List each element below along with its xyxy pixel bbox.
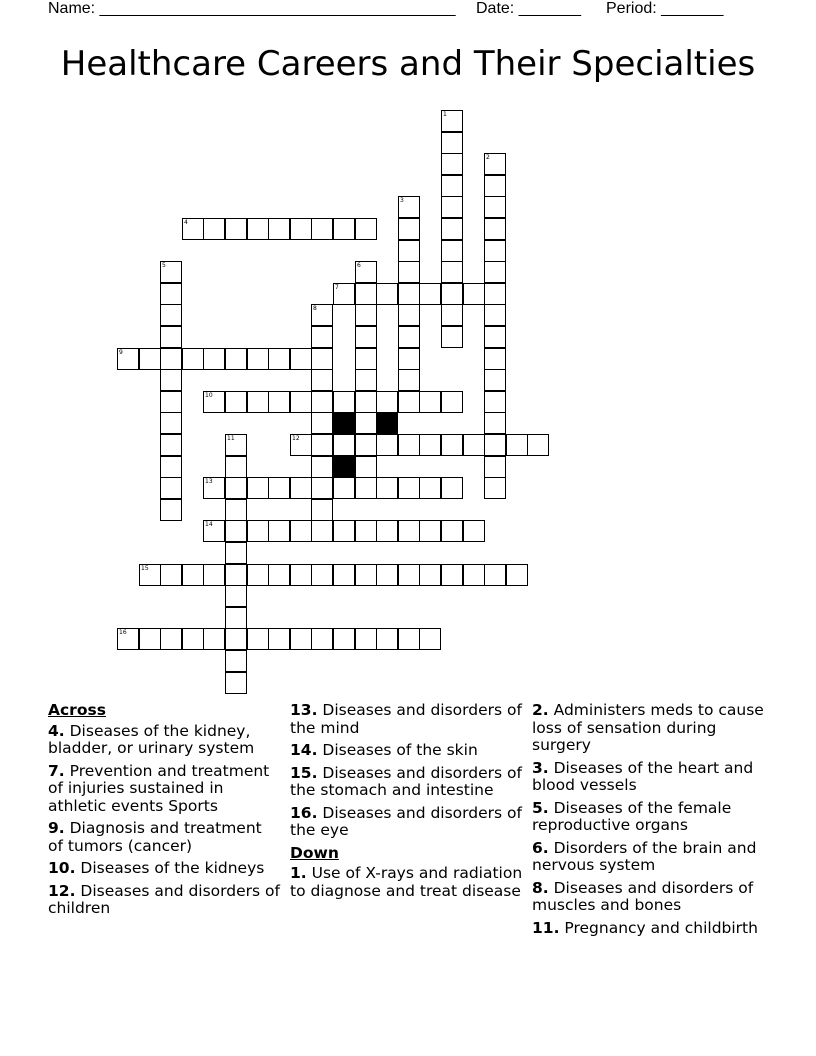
clue-number-12: 12 — [292, 435, 300, 442]
grid-cell[interactable] — [484, 196, 506, 218]
grid-cell[interactable] — [419, 477, 441, 499]
clue-number-6: 6 — [357, 262, 361, 269]
grid-cell[interactable] — [506, 434, 528, 456]
clue-number-7: 7 — [335, 284, 339, 291]
clue-across-16: 16. Diseases and disorders of the eye — [290, 803, 522, 839]
grid-cell[interactable] — [247, 520, 269, 542]
grid-cell[interactable] — [290, 520, 312, 542]
grid-cell[interactable] — [398, 326, 420, 348]
grid-cell[interactable] — [160, 434, 182, 456]
grid-cell[interactable] — [225, 391, 247, 413]
clue-across-13: 13. Diseases and disorders of the mind — [290, 701, 522, 737]
grid-cell[interactable] — [376, 628, 398, 650]
grid-cell[interactable] — [355, 412, 377, 434]
grid-cell[interactable] — [376, 434, 398, 456]
grid-cell[interactable] — [203, 218, 225, 240]
clue-down-1: 1. Use of X-rays and radiation to diagnose and treat disease — [290, 864, 523, 900]
grid-cell[interactable] — [376, 283, 398, 305]
clue-number-11: 11 — [227, 435, 235, 442]
clue-down-5: 5. Diseases of the female reproductive organs — [532, 798, 732, 834]
grid-cell[interactable] — [203, 564, 225, 586]
grid-cell[interactable] — [484, 412, 506, 434]
grid-cell[interactable] — [311, 499, 333, 521]
grid-cell[interactable] — [333, 564, 355, 586]
grid-cell[interactable] — [506, 564, 528, 586]
clue-number-13: 13 — [205, 478, 213, 485]
clue-down-8: 8. Diseases and disorders of muscles and bones — [532, 878, 754, 914]
grid-cell[interactable] — [398, 628, 420, 650]
period-field[interactable]: Period: _______ — [606, 0, 724, 17]
clue-down-2: 2. Administers meds to cause loss of sensation during surgery — [532, 701, 764, 754]
grid-cell[interactable] — [398, 218, 420, 240]
grid-cell[interactable] — [333, 520, 355, 542]
grid-cell[interactable] — [441, 153, 463, 175]
grid-cell[interactable] — [463, 564, 485, 586]
grid-cell[interactable] — [268, 348, 290, 370]
grid-cell[interactable] — [160, 348, 182, 370]
grid-cell[interactable] — [398, 283, 420, 305]
down-heading: Down — [290, 843, 339, 862]
clue-down-3: 3. Diseases of the heart and blood vessels — [532, 758, 754, 794]
grid-cell[interactable] — [311, 348, 333, 370]
grid-cell[interactable] — [419, 628, 441, 650]
grid-cell[interactable] — [268, 564, 290, 586]
grid-cell[interactable] — [398, 261, 420, 283]
grid-cell[interactable] — [268, 391, 290, 413]
grid-cell[interactable] — [225, 542, 247, 564]
clue-number-1: 1 — [443, 111, 447, 118]
grid-cell[interactable] — [139, 628, 161, 650]
grid-cell[interactable] — [355, 348, 377, 370]
grid-cell[interactable] — [484, 261, 506, 283]
grid-cell[interactable] — [484, 477, 506, 499]
grid-cell[interactable] — [160, 456, 182, 478]
grid-cell[interactable] — [311, 218, 333, 240]
grid-cell[interactable] — [268, 218, 290, 240]
grid-cell[interactable] — [225, 348, 247, 370]
grid-cell[interactable] — [484, 304, 506, 326]
grid-cell[interactable] — [311, 326, 333, 348]
grid-cell[interactable] — [225, 218, 247, 240]
grid-cell[interactable] — [355, 520, 377, 542]
grid-cell[interactable] — [398, 240, 420, 262]
grid-cell[interactable] — [311, 434, 333, 456]
grid-cell[interactable] — [419, 283, 441, 305]
grid-cell[interactable] — [441, 132, 463, 154]
grid-cell[interactable] — [247, 391, 269, 413]
clue-across-9: 9. Diagnosis and treatment of tumors (cancer) — [48, 819, 262, 855]
grid-cell[interactable] — [225, 650, 247, 672]
clue-across-14: 14. Diseases of the skin — [290, 741, 478, 759]
grid-cell[interactable] — [139, 348, 161, 370]
grid-cell[interactable] — [160, 304, 182, 326]
grid-cell[interactable] — [398, 391, 420, 413]
grid-cell[interactable] — [225, 499, 247, 521]
grid-cell[interactable] — [311, 564, 333, 586]
grid-cell[interactable] — [355, 628, 377, 650]
grid-cell[interactable] — [160, 326, 182, 348]
grid-cell[interactable] — [441, 304, 463, 326]
grid-cell[interactable] — [225, 585, 247, 607]
grid-cell[interactable] — [160, 283, 182, 305]
grid-cell[interactable] — [355, 369, 377, 391]
grid-cell[interactable] — [160, 499, 182, 521]
grid-cell[interactable] — [355, 434, 377, 456]
clue-column-1 — [48, 702, 280, 923]
grid-cell[interactable] — [160, 564, 182, 586]
grid-cell[interactable] — [441, 520, 463, 542]
grid-cell[interactable] — [333, 218, 355, 240]
grid-cell[interactable] — [160, 628, 182, 650]
grid-cell[interactable] — [484, 369, 506, 391]
clue-number-4: 4 — [184, 219, 188, 226]
clue-number-16: 16 — [119, 629, 127, 636]
grid-cell[interactable] — [268, 628, 290, 650]
clue-down-6: 6. Disorders of the brain and nervous system — [532, 838, 757, 874]
grid-cell[interactable] — [247, 477, 269, 499]
grid-cell[interactable] — [333, 434, 355, 456]
grid-cell[interactable] — [355, 564, 377, 586]
grid-cell[interactable] — [463, 283, 485, 305]
clue-number-3: 3 — [400, 197, 404, 204]
clue-number-14: 14 — [205, 521, 213, 528]
clue-column-3 — [532, 702, 768, 942]
grid-cell[interactable] — [225, 672, 247, 694]
clue-across-12: 12. Diseases and disorders of children — [48, 881, 280, 917]
clue-across-15: 15. Diseases and disorders of the stomach and intestine — [290, 763, 522, 799]
grid-cell[interactable] — [355, 283, 377, 305]
grid-cell[interactable] — [441, 196, 463, 218]
grid-cell[interactable] — [311, 628, 333, 650]
grid-cell[interactable] — [290, 477, 312, 499]
date-field[interactable]: Date: _______ — [476, 0, 581, 17]
grid-cell[interactable] — [398, 348, 420, 370]
grid-cell[interactable] — [441, 564, 463, 586]
grid-cell[interactable] — [311, 412, 333, 434]
grid-cell[interactable] — [290, 218, 312, 240]
grid-cell[interactable] — [441, 261, 463, 283]
grid-cell[interactable] — [441, 175, 463, 197]
clue-across-10: 10. Diseases of the kidneys — [48, 859, 265, 877]
grid-cell[interactable] — [463, 434, 485, 456]
grid-cell[interactable] — [398, 477, 420, 499]
grid-cell[interactable] — [247, 218, 269, 240]
grid-cell[interactable] — [441, 326, 463, 348]
grid-cell[interactable] — [225, 456, 247, 478]
grid-cell[interactable] — [290, 348, 312, 370]
grid-cell[interactable] — [311, 391, 333, 413]
clue-column-2 — [290, 702, 528, 905]
grid-cell[interactable] — [160, 391, 182, 413]
grid-cell[interactable] — [441, 283, 463, 305]
grid-cell[interactable] — [225, 520, 247, 542]
clue-number-5: 5 — [162, 262, 166, 269]
grid-cell[interactable] — [376, 477, 398, 499]
grid-cell[interactable] — [355, 218, 377, 240]
grid-cell[interactable] — [290, 564, 312, 586]
grid-cell[interactable] — [441, 218, 463, 240]
grid-cell[interactable] — [182, 628, 204, 650]
grid-cell[interactable] — [441, 240, 463, 262]
grid-cell[interactable] — [398, 564, 420, 586]
grid-cell[interactable] — [484, 283, 506, 305]
grid-cell[interactable] — [311, 520, 333, 542]
grid-cell[interactable] — [419, 434, 441, 456]
grid-cell[interactable] — [398, 304, 420, 326]
grid-cell[interactable] — [376, 520, 398, 542]
grid-cell[interactable] — [376, 564, 398, 586]
clue-down-11: 11. Pregnancy and childbirth — [532, 918, 758, 937]
grid-cell[interactable] — [333, 628, 355, 650]
grid-cell[interactable] — [225, 628, 247, 650]
grid-cell[interactable] — [160, 477, 182, 499]
black-square — [333, 412, 355, 434]
grid-cell[interactable] — [268, 477, 290, 499]
grid-cell[interactable] — [419, 391, 441, 413]
grid-cell[interactable] — [484, 218, 506, 240]
grid-cell[interactable] — [203, 628, 225, 650]
grid-cell[interactable] — [247, 348, 269, 370]
grid-cell[interactable] — [484, 326, 506, 348]
grid-cell[interactable] — [484, 434, 506, 456]
grid-cell[interactable] — [311, 477, 333, 499]
grid-cell[interactable] — [160, 369, 182, 391]
name-field[interactable]: Name: ________________________________________ — [48, 0, 456, 17]
grid-cell[interactable] — [225, 607, 247, 629]
grid-cell[interactable] — [527, 434, 549, 456]
grid-cell[interactable] — [441, 477, 463, 499]
clue-number-15: 15 — [141, 565, 149, 572]
grid-cell[interactable] — [398, 369, 420, 391]
grid-cell[interactable] — [290, 391, 312, 413]
grid-cell[interactable] — [290, 628, 312, 650]
grid-cell[interactable] — [225, 477, 247, 499]
grid-cell[interactable] — [484, 240, 506, 262]
clue-number-8: 8 — [313, 305, 317, 312]
grid-cell[interactable] — [355, 326, 377, 348]
clue-number-9: 9 — [119, 349, 123, 356]
grid-cell[interactable] — [182, 564, 204, 586]
grid-cell[interactable] — [333, 391, 355, 413]
grid-cell[interactable] — [376, 391, 398, 413]
clue-across-7: 7. Prevention and treatment of injuries sustained in athletic events Sports — [48, 761, 270, 815]
grid-cell[interactable] — [484, 456, 506, 478]
grid-cell[interactable] — [268, 520, 290, 542]
grid-cell[interactable] — [484, 564, 506, 586]
grid-cell[interactable] — [355, 304, 377, 326]
black-square — [376, 412, 398, 434]
grid-cell[interactable] — [311, 369, 333, 391]
clue-across-4: 4. Diseases of the kidney, bladder, or urinary system — [48, 721, 255, 757]
clue-number-2: 2 — [486, 154, 490, 161]
grid-cell[interactable] — [160, 412, 182, 434]
grid-cell[interactable] — [484, 391, 506, 413]
clue-number-10: 10 — [205, 392, 213, 399]
grid-cell[interactable] — [355, 391, 377, 413]
grid-cell[interactable] — [419, 564, 441, 586]
grid-cell[interactable] — [419, 520, 441, 542]
black-square — [333, 456, 355, 478]
grid-cell[interactable] — [355, 477, 377, 499]
grid-cell[interactable] — [247, 628, 269, 650]
grid-cell[interactable] — [398, 520, 420, 542]
grid-cell[interactable] — [484, 348, 506, 370]
grid-cell[interactable] — [463, 520, 485, 542]
grid-cell[interactable] — [398, 434, 420, 456]
page-title: Healthcare Careers and Their Specialties — [60, 44, 756, 84]
grid-cell[interactable] — [203, 348, 225, 370]
grid-cell[interactable] — [355, 456, 377, 478]
across-heading: Across — [48, 701, 106, 719]
grid-cell[interactable] — [182, 348, 204, 370]
grid-cell[interactable] — [441, 434, 463, 456]
grid-cell[interactable] — [333, 477, 355, 499]
grid-cell[interactable] — [441, 391, 463, 413]
grid-cell[interactable] — [484, 175, 506, 197]
grid-cell[interactable] — [311, 456, 333, 478]
grid-cell[interactable] — [247, 564, 269, 586]
grid-cell[interactable] — [225, 564, 247, 586]
